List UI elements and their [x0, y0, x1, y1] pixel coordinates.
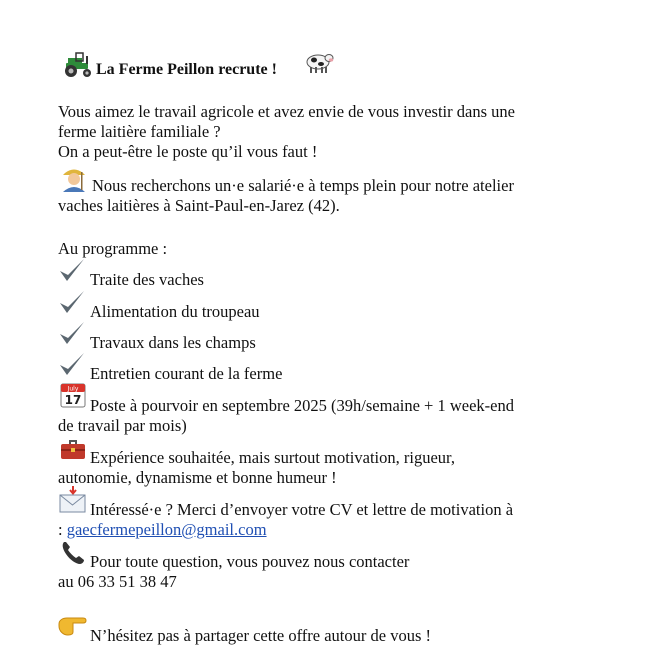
post-line: Poste à pourvoir en septembre 2025 (39h/semaine + 1 week-end	[90, 396, 514, 415]
program-item: Traite des vaches	[90, 270, 204, 289]
intro-line: On a peut-être le poste qu’il vous faut !	[58, 142, 318, 161]
intro-paragraph	[58, 102, 515, 162]
experience-line: Expérience souhaitée, mais surtout motivation, rigueur,	[90, 448, 455, 467]
cow-icon	[304, 50, 334, 76]
program-heading: Au programme :	[58, 239, 168, 258]
page-title: La Ferme Peillon recrute !	[96, 61, 277, 78]
intro-line: ferme laitière familiale ?	[58, 122, 221, 141]
mail-prefix: :	[58, 520, 67, 539]
experience-line: autonomie, dynamisme et bonne humeur !	[58, 468, 337, 487]
mail-paragraph	[58, 500, 513, 540]
program-item: Alimentation du troupeau	[90, 302, 260, 321]
post-paragraph	[58, 396, 514, 436]
program-item: Travaux dans les champs	[90, 333, 256, 352]
check-icon	[58, 320, 86, 346]
calendar-month: July	[67, 385, 79, 393]
experience-paragraph	[58, 448, 455, 488]
check-icon	[58, 351, 86, 377]
check-icon	[58, 257, 86, 283]
search-line: Nous recherchons un·e salarié·e à temps plein pour notre atelier	[92, 176, 514, 195]
share-line: N’hésitez pas à partager cette offre autour de vous !	[90, 626, 431, 645]
mail-line-2	[58, 520, 513, 540]
post-line: de travail par mois)	[58, 416, 187, 435]
phone-paragraph	[58, 552, 409, 592]
check-icon	[58, 289, 86, 315]
search-line: vaches laitières à Saint-Paul-en-Jarez (42).	[58, 196, 340, 215]
mail-line: Intéressé·e ? Merci d’envoyer votre CV et lettre de motivation à	[90, 500, 514, 519]
tractor-icon	[62, 52, 94, 78]
phone-line: Pour toute question, vous pouvez nous contacter	[90, 552, 410, 571]
email-link[interactable]: gaecfermepeillon@gmail.com	[66, 520, 267, 539]
phone-line: au 06 33 51 38 47	[58, 572, 177, 591]
program-item: Entretien courant de la ferme	[90, 364, 283, 383]
search-paragraph	[58, 176, 514, 216]
intro-line: Vous aimez le travail agricole et avez envie de vous investir dans une	[58, 102, 515, 121]
calendar-day: 17	[64, 393, 82, 407]
